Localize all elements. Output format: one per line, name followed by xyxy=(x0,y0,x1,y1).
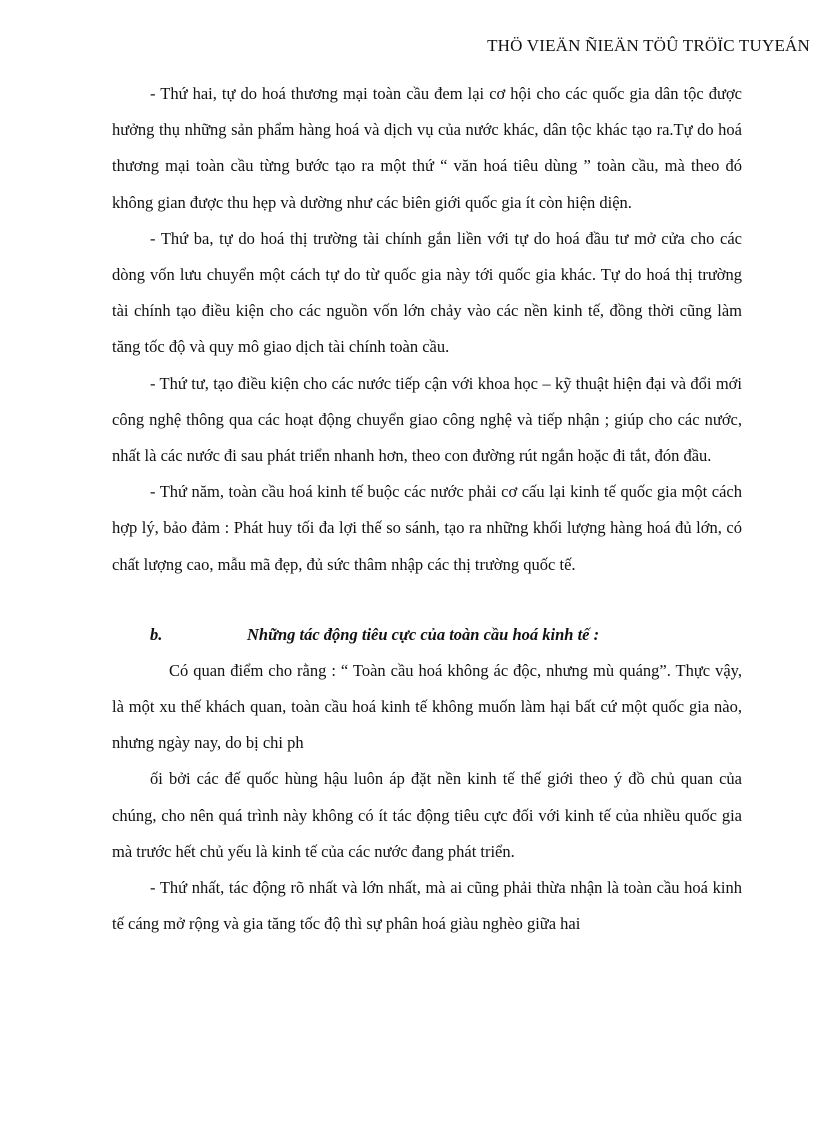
section-spacer xyxy=(112,583,742,617)
page-header: THÖ VIEÄN ÑIEÄN TÖÛ TRÖÏC TUYEÁN xyxy=(487,36,810,55)
section-b-title: Những tác động tiêu cực của toàn cầu hoá kinh tế : xyxy=(247,624,600,644)
paragraph-thu-tu: - Thứ tư, tạo điều kiện cho các nước tiếp cận với khoa học – kỹ thuật hiện đại và đổi mới công nghệ thông qua các hoạt động chuyển giao công nghệ và tiếp nhận ; giúp cho các nước, nhất là các nước đi sau phát triển nhanh hơn, theo con đường rút ngắn hoặc đi tắt, đón đầu. xyxy=(112,373,742,466)
document-body xyxy=(112,76,742,942)
paragraph-thu-nhat: - Thứ nhất, tác động rõ nhất và lớn nhất, mà ai cũng phải thừa nhận là toàn cầu hoá kinh tế cáng mở rộng và gia tăng tốc độ thì sự phân hoá giàu nghèo giữa hai xyxy=(112,878,742,934)
section-b-heading xyxy=(112,617,742,653)
paragraph-thu-ba: - Thứ ba, tự do hoá thị trường tài chính gắn liền với tự do hoá đầu tư mở cửa cho các dòng vốn lưu chuyển một cách tự do từ quốc gia này tới quốc gia khác. Tự do hoá thị trường tài chính tạo điều kiện cho các nguồn vốn lớn chảy vào các nền kinh tế, đồng thời cũng làm tăng tốc độ và quy mô giao dịch tài chính toàn cầu. xyxy=(112,228,742,357)
section-b-marker: b. xyxy=(150,624,163,644)
paragraph-thu-hai: - Thứ hai, tự do hoá thương mại toàn cầu đem lại cơ hội cho các quốc gia dân tộc được hưởng thụ những sản phẩm hàng hoá và dịch vụ của nước khác, dân tộc khác tạo ra.Tự do hoá thương mại toàn cầu từng bước tạo ra một thứ “ văn hoá tiêu dùng ” toàn cầu, mà theo đó không gian được thu hẹp và dường như các biên giới quốc gia ít còn hiện diện. xyxy=(112,84,742,212)
paragraph-continuation: ối bởi các đế quốc hùng hậu luôn áp đặt nền kinh tế thế giới theo ý đồ chủ quan của chúng, cho nên quá trình này không có ít tác động tiêu cực đối với kinh tế của nhiều quốc gia mà trước hết chủ yếu là kinh tế của các nước đang phát triển. xyxy=(112,769,742,861)
paragraph-thu-nam: - Thứ năm, toàn cầu hoá kinh tế buộc các nước phải cơ cấu lại kinh tế quốc gia một cách hợp lý, bảo đảm : Phát huy tối đa lợi thế so sánh, tạo ra những khối lượng hàng hoá đủ lớn, có chất lượng cao, mẫu mã đẹp, đủ sức thâm nhập các thị trường quốc tế. xyxy=(112,482,742,574)
paragraph-quan-diem: Có quan điểm cho rằng : “ Toàn cầu hoá không ác độc, nhưng mù quáng”. Thực vậy, là một xu thế khách quan, toàn cầu hoá kinh tế không muốn làm hại bất cứ một quốc gia nào, nhưng ngày nay, do bị chi ph xyxy=(112,660,742,753)
